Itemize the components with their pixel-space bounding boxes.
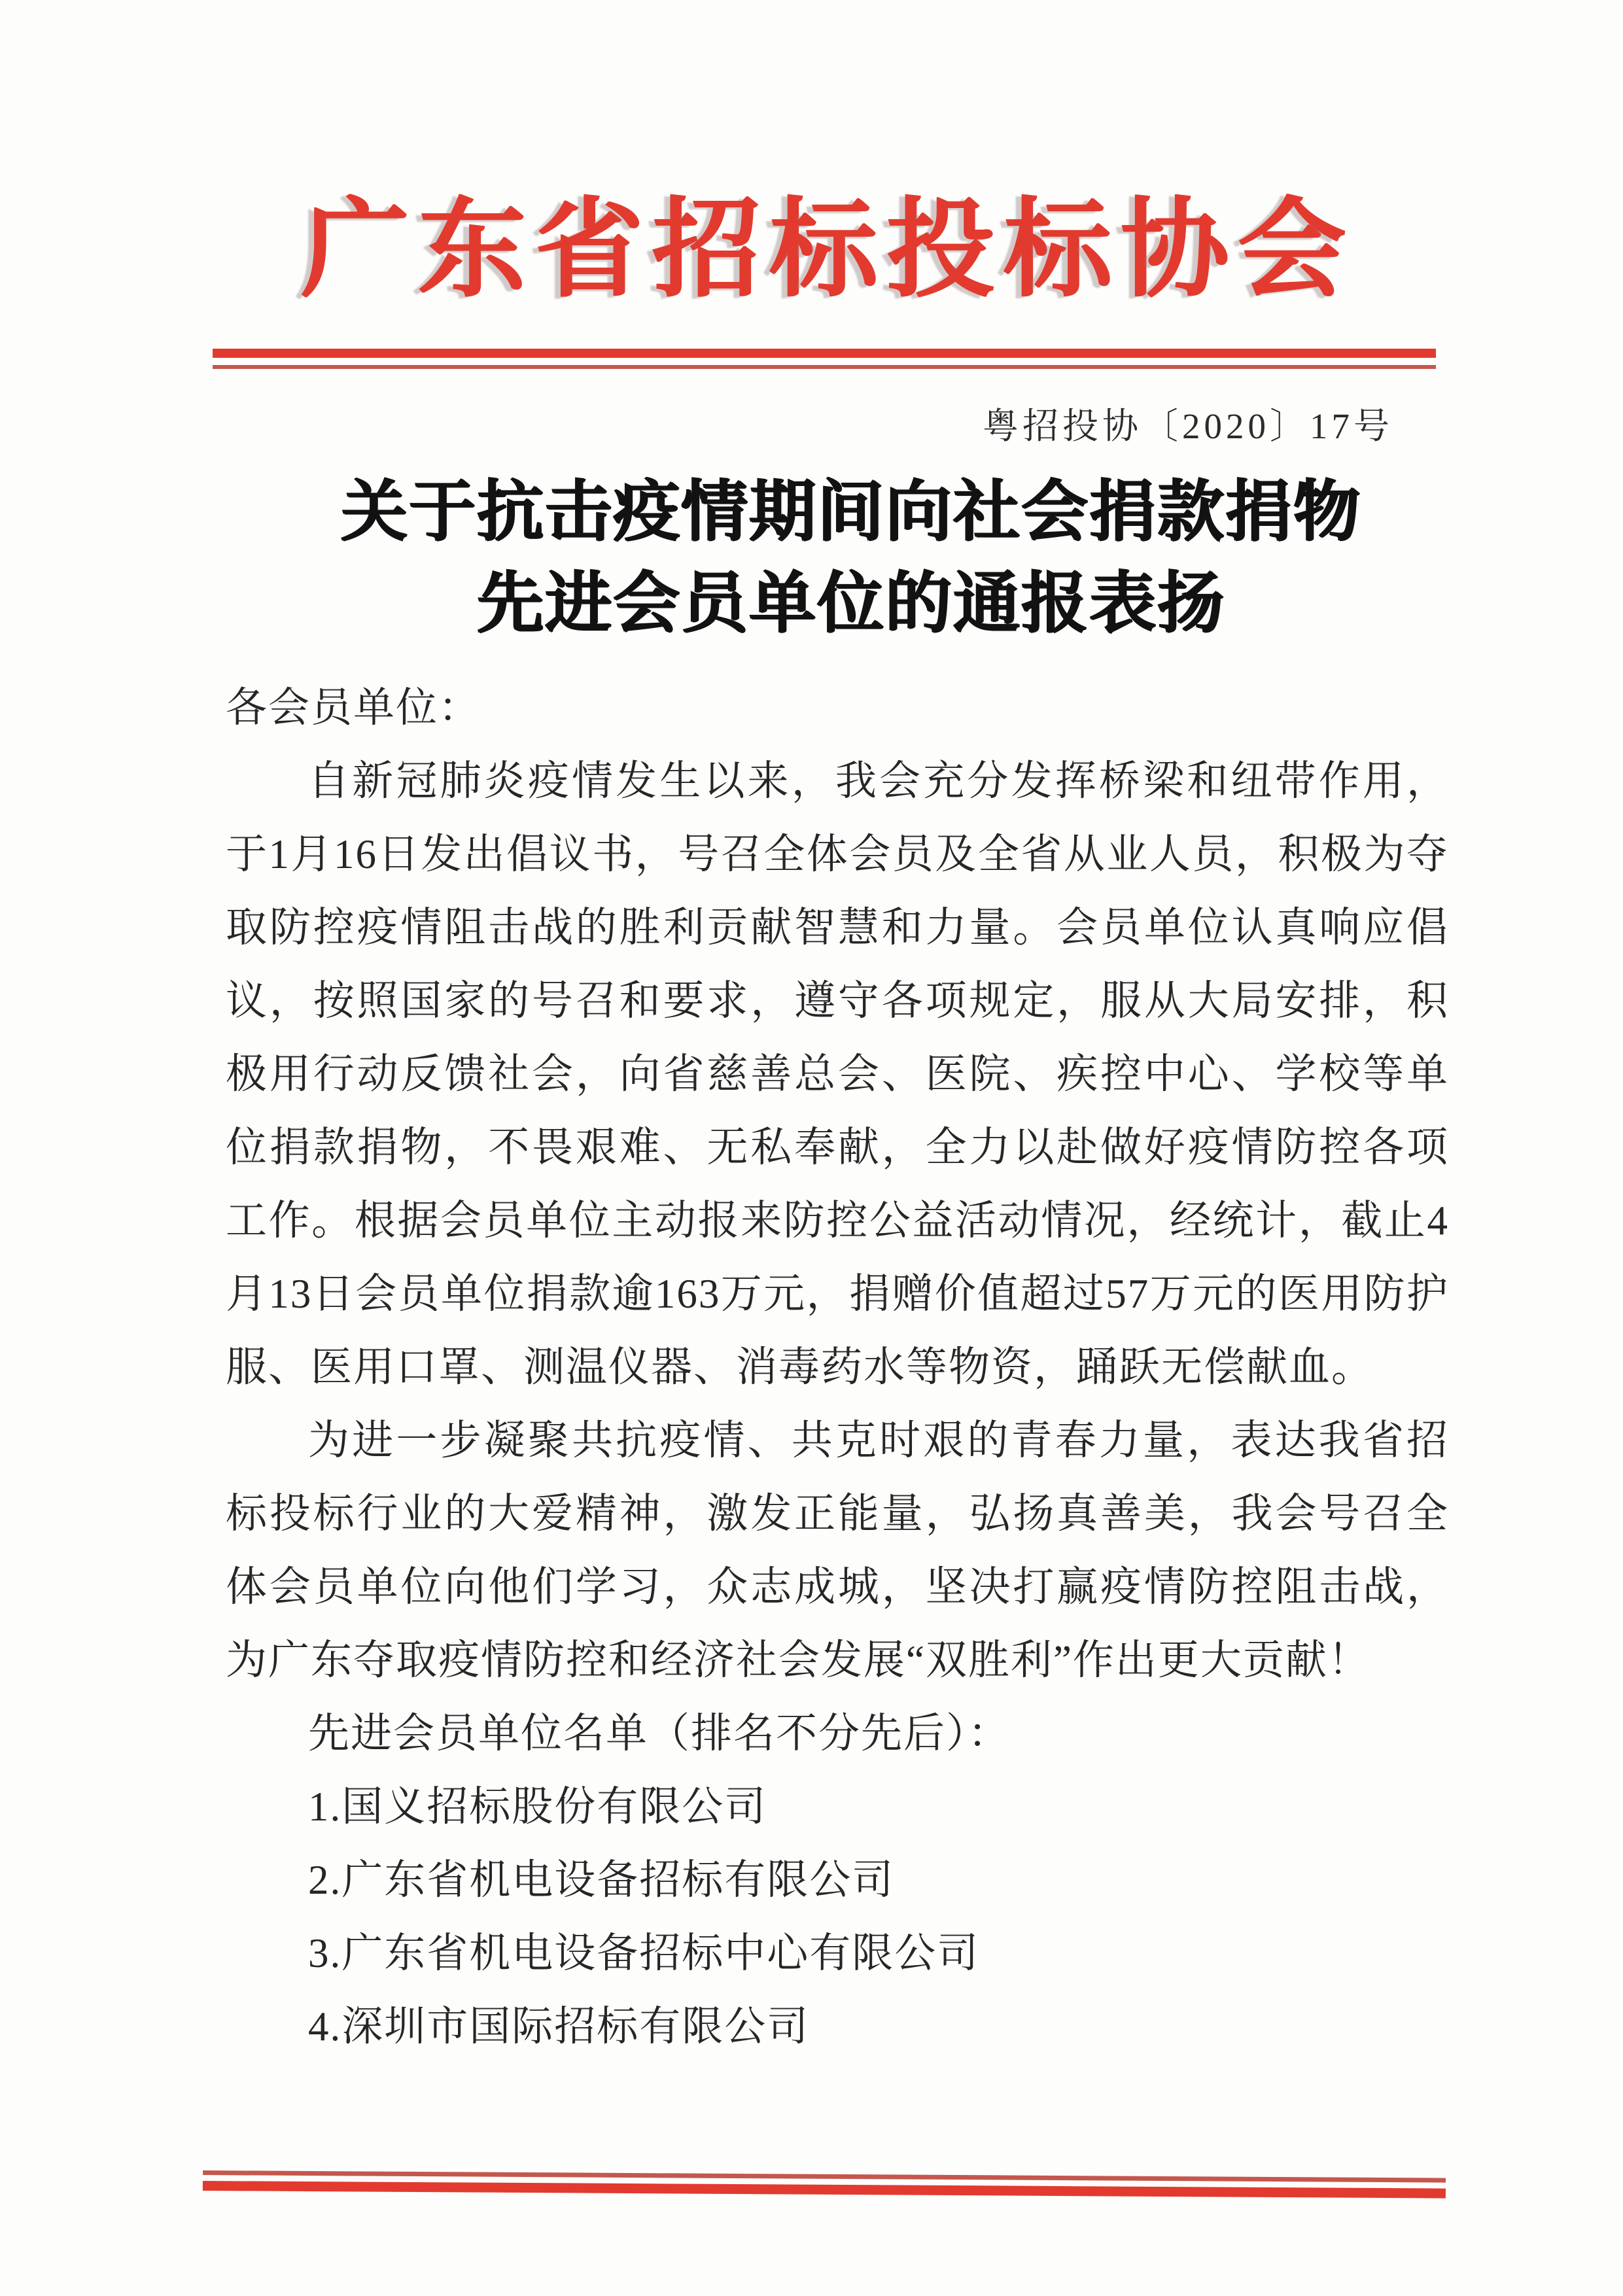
list-intro: 先进会员单位名单（排名不分先后）： — [308, 1711, 1011, 1756]
footer-divider — [203, 2170, 1446, 2199]
letterhead-divider-thick-line — [213, 349, 1436, 358]
document-body — [226, 671, 1449, 2063]
document-title-line2: 先进会员单位的通报表扬 — [476, 566, 1225, 640]
footer-divider-thin-line — [203, 2170, 1446, 2183]
letterhead-org-name: 广东省招标投标协会 — [300, 190, 1355, 310]
document-number: 粤招投协〔2020〕17号 — [982, 406, 1393, 446]
document-title — [239, 466, 1462, 649]
list-item: 3.广东省机电设备招标中心有限公司 — [308, 1930, 980, 1976]
letterhead-divider-thin-line — [213, 365, 1436, 369]
paragraph-1: 自新冠肺炎疫情发生以来，我会充分发挥桥梁和纽带作用，于1月16日发出倡议书，号召全体会员及全省从业人员，积极为夺取防控疫情阻击战的胜利贡献智慧和力量。会员单位认真响应倡议，按照国家的号召和要求，遵守各项规定，服从大局安排，积极用行动反馈社会，向省慈善总会、医院、疾控中心、学校等单位捐款捐物，不畏艰难、无私奉献，全力以赴做好疫情防控各项工作。根据会员单位主动报来防控公益活动情况，经统计，截止4月13日会员单位捐款逾163万元，捐赠价值超过57万元的医用防护服、医用口罩、测温仪器、消毒药水等物资，踊跃无偿献血。 — [226, 758, 1449, 1390]
list-item: 1.国义招标股份有限公司 — [308, 1784, 767, 1830]
footer-divider-thick-line — [203, 2181, 1446, 2199]
salutation: 各会员单位： — [226, 685, 481, 731]
document-title-line1: 关于抗击疫情期间向社会捐款捐物 — [340, 474, 1361, 549]
letterhead-divider — [213, 349, 1436, 369]
list-item: 4.深圳市国际招标有限公司 — [308, 2004, 810, 2049]
list-item: 2.广东省机电设备招标有限公司 — [308, 1857, 895, 1903]
paragraph-2: 为进一步凝聚共抗疫情、共克时艰的青春力量，表达我省招标投标行业的大爱精神，激发正能量，弘扬真善美，我会号召全体会员单位向他们学习，众志成城，坚决打赢疫情防控阻击战，为广东夺取疫情防控和经济社会发展“双胜利”作出更大贡献！ — [226, 1418, 1449, 1683]
